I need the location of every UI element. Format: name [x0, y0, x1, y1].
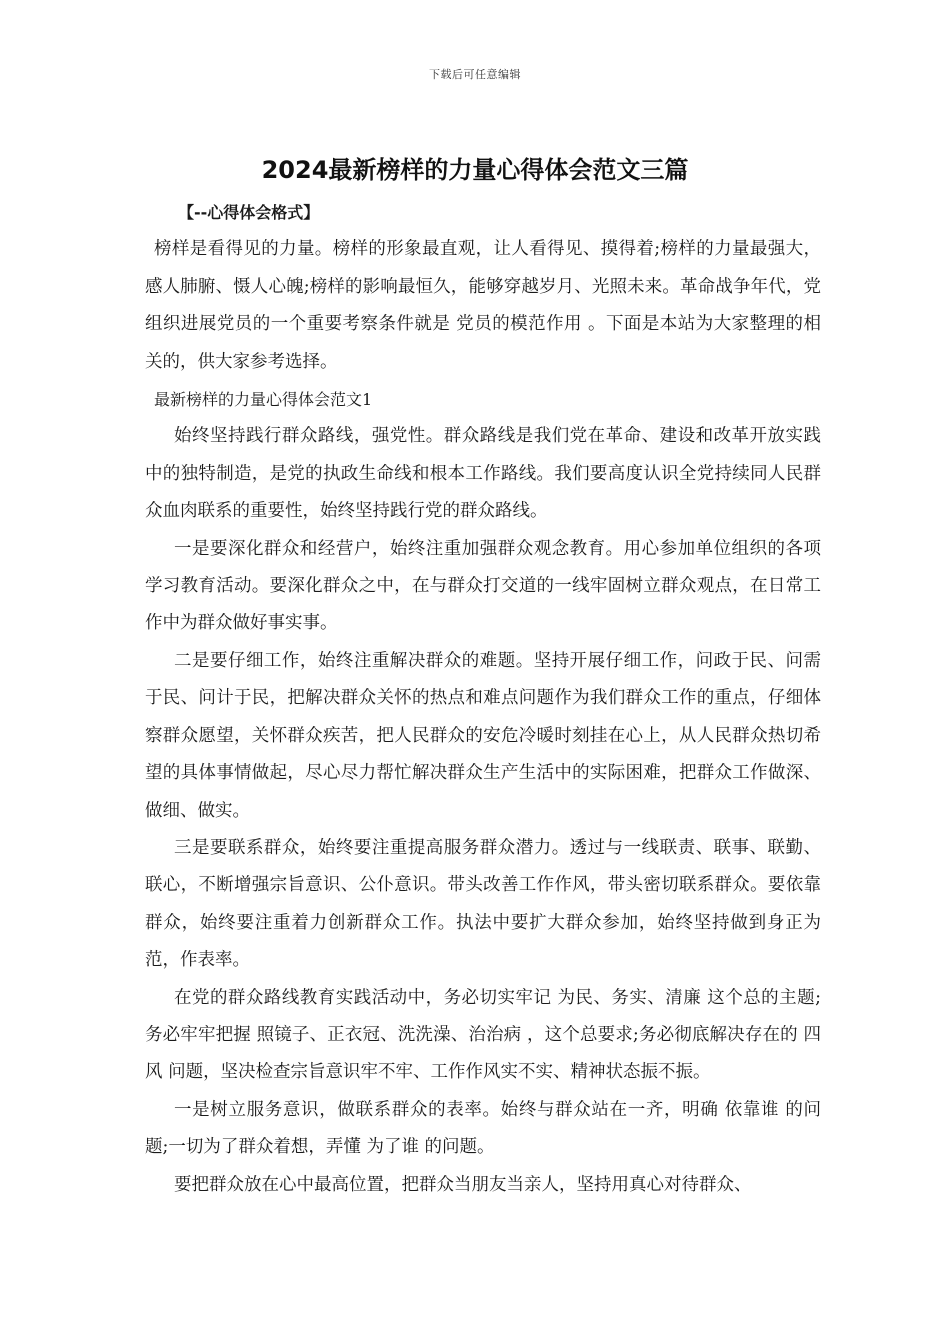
document-body: [145, 194, 821, 1204]
body-paragraph: 要把群众放在心中最高位置，把群众当朋友当亲人，坚持用真心对待群众、: [174, 1174, 752, 1195]
body-paragraph: 三是要联系群众，始终要注重提高服务群众潜力。透过与一线联责、联事、联勤、联心，不断增强宗旨意识、公仆意识。带头改善工作作风，带头密切联系群众。要依靠群众，始终要注重着力创新群众工作。执法中要扩大群众参加，始终坚持做到身正为范，作表率。: [145, 837, 821, 971]
document-title: 2024最新榜样的力量心得体会范文三篇: [261, 156, 689, 184]
format-label: 【--心得体会格式】: [178, 203, 320, 222]
body-paragraph: 二是要仔细工作，始终注重解决群众的难题。坚持开展仔细工作，问政于民、问需于民、问计于民，把解决群众关怀的热点和难点问题作为我们群众工作的重点，仔细体察群众愿望，关怀群众疾苦，把人民群众的安危冷暖时刻挂在心上，从人民群众热切希望的具体事情做起，尽心尽力帮忙解决群众生产生活中的实际困难，把群众工作做深、做细、做实。: [145, 650, 821, 821]
body-paragraph: 一是要深化群众和经营户，始终注重加强群众观念教育。用心参加单位组织的各项学习教育活动。要深化群众之中，在与群众打交道的一线牢固树立群众观点，在日常工作中为群众做好事实事。: [145, 538, 821, 634]
header-note: 下载后可任意编辑: [429, 68, 521, 81]
body-paragraph: 始终坚持践行群众路线，强党性。群众路线是我们党在革命、建设和改革开放实践中的独特制造，是党的执政生命线和根本工作路线。我们要高度认识全党持续同人民群众血肉联系的重要性，始终坚持践行党的群众路线。: [145, 426, 821, 522]
body-paragraph: 一是树立服务意识，做联系群众的表率。始终与群众站在一齐，明确 依靠谁 的问题;一切为了群众着想，弄懂 为了谁 的问题。: [145, 1099, 821, 1158]
section-title: 最新榜样的力量心得体会范文1: [154, 390, 373, 410]
intro-paragraph: 榜样是看得见的力量。榜样的形象最直观，让人看得见、摸得着;榜样的力量最强大，感人肺腑、慑人心魄;榜样的影响最恒久，能够穿越岁月、光照未来。革命战争年代，党组织进展党员的一个重要考察条件就是 党员的模范作用 。下面是本站为大家整理的相关的，供大家参考选择。: [145, 239, 821, 372]
body-paragraph: 在党的群众路线教育实践活动中，务必切实牢记 为民、务实、清廉 这个总的主题;务必牢牢把握 照镜子、正衣冠、洗洗澡、治治病 ，这个总要求;务必彻底解决存在的 四风 问题，坚决检查宗旨意识牢不牢、工作作风实不实、精神状态振不振。: [145, 987, 821, 1083]
